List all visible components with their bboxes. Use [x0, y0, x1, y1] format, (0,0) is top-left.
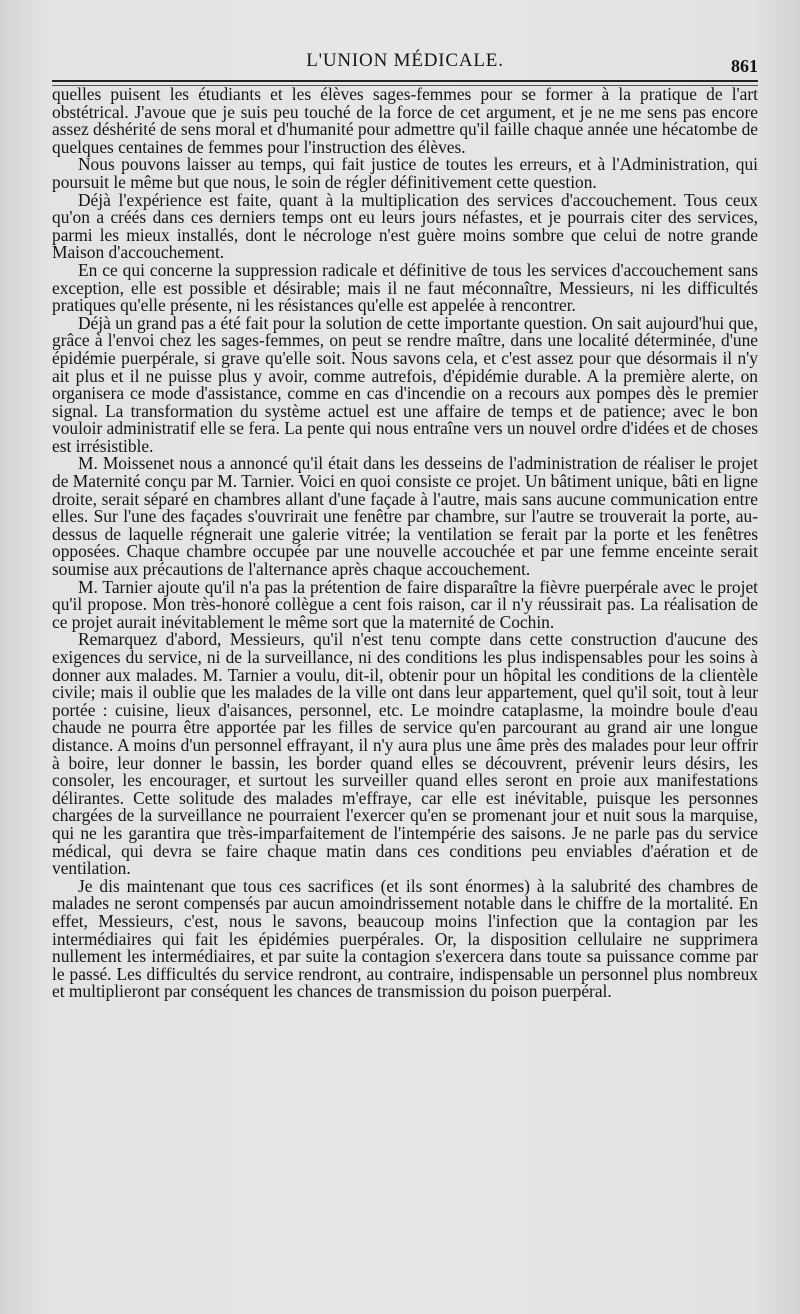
header-rule-thick — [52, 80, 758, 82]
paragraph: Remarquez d'abord, Messieurs, qu'il n'est tenu compte dans cette construction d'aucune des exigences du service, ni de la surveillance, ni des conditions les plus indispensables pour les soins à donner aux malades. M. Tarnier a voulu, dit-il, obtenir pour un hôpital les conditions de la clientèle civile; mais il oublie que les malades de la ville ont dans leur appartement, quel qu'il soit, tout à leur portée : cuisine, lieux d'aisances, personnel, etc. Le moindre cataplasme, la moindre boule d'eau chaude ne pourra être apportée par les filles de service qu'en parcourant au grand air une longue distance. A moins d'un personnel effrayant, il n'y aura plus une âme près des malades pour leur offrir à boire, leur donner le bassin, les border quand elles se découvrent, prévenir leurs désirs, les consoler, les encourager, et surtout les surveiller quand elles seront en proie aux manifestations délirantes. Cette solitude des malades m'effraye, car elle est inévitable, puisque les personnes chargées de la surveillance ne pourraient l'exercer qu'en se promenant jour et nuit sous la marquise, qui ne les garantira que très-imparfaitement de l'intempérie des saisons. Je ne parle pas du service médical, qui devra se faire chaque matin dans ces conditions peu enviables d'aération et de ventilation. — [52, 629, 758, 879]
paragraph: quelles puisent les étudiants et les élèves sages-femmes pour se former à la pratique de l'art obstétrical. J'avoue que je suis peu touché de la force de cet argument, et je ne me sens pas encore assez déshérité de sens moral et d'humanité pour admettre qu'il faille chaque année une hécatombe de quelques centaines de femmes pour l'instruction des élèves. — [52, 84, 758, 157]
running-header — [52, 50, 758, 78]
paragraph: Déjà l'expérience est faite, quant à la multiplication des services d'accouchement. Tous ceux qu'on a créés dans ces derniers temps ont eu leurs jours néfastes, et je pourrais citer des services, parmi les mieux installés, dont le nécrologe n'est guère moins sombre que celui de notre grande Maison d'accouchement. — [52, 189, 758, 263]
paragraph: Je dis maintenant que tous ces sacrifices (et ils sont énormes) à la salubrité des chambres de malades ne seront compensés par aucun amoindrissement notable dans le chiffre de la mortalité. En effet, Messieurs, c'est, nous le savons, beaucoup moins l'infection que la contagion par les intermédiaires qui fait les épidémies puerpérales. Or, la disposition cellulaire ne supprimera nullement les intermédiaires, et par suite la contagion s'exercera dans toute sa puissance comme par le passé. Les difficultés du service rendront, au contraire, indispensable un personnel plus nombreux et multiplieront par conséquent les chances de transmission du poison puerpéral. — [52, 875, 758, 1002]
journal-title: L'UNION MÉDICALE. — [306, 50, 504, 71]
body-text — [52, 86, 758, 1001]
paragraph: M. Moissenet nous a annoncé qu'il était dans les desseins de l'administration de réaliser le projet de Maternité conçu par M. Tarnier. Voici en quoi consiste ce projet. Un bâtiment unique, bâti en ligne droite, serait séparé en chambres allant d'une façade à l'autre, mais sans aucune communication entre elles. Sur l'une des façades s'ouvrirait une fenêtre par chambre, sur l'autre se trouverait la porte, au-dessus de laquelle régnerait une galerie vitrée; la ventilation se ferait par la porte et les fenêtres opposées. Chaque chambre occupée par une nouvelle accouchée et par une femme enceinte serait soumise aux précautions de l'alternance après chaque accouchement. — [52, 453, 758, 580]
paragraph: En ce qui concerne la suppression radicale et définitive de tous les services d'accouchement sans exception, elle est possible et désirable; mais il ne faut méconnaître, Messieurs, ni les difficultés pratiques qu'elle présente, ni les résistances qu'elle est appelée à rencontrer. — [52, 259, 758, 316]
paragraph: M. Tarnier ajoute qu'il n'a pas la prétention de faire disparaître la fièvre puerpérale avec le projet qu'il propose. Mon très-honoré collègue a cent fois raison, car il n'y réussirait pas. La réalisation de ce projet aurait inévitablement le même sort que la maternité de Cochin. — [52, 576, 758, 632]
paragraph: Nous pouvons laisser au temps, qui fait justice de toutes les erreurs, et à l'Administration, qui poursuit le même but que nous, le soin de régler définitivement cette question. — [52, 154, 758, 192]
page-number: 861 — [731, 56, 758, 76]
paragraph: Déjà un grand pas a été fait pour la solution de cette importante question. On sait aujourd'hui que, grâce à l'envoi chez les sages-femmes, on peut se rendre maître, dans une localité déterminée, d'une épidémie puerpérale, si grave qu'elle soit. Nous savons cela, et c'est assez pour que désormais il n'y ait plus et il ne puisse plus y avoir, comme autrefois, d'épidémie durable. A la première alerte, on organisera ce mode d'assistance, comme en cas d'incendie on a recours aux pompes dès le premier signal. La transformation du système actuel est une affaire de temps et de patience; avec le bon vouloir administratif elle se fera. La pente qui nous entraîne vers un nouvel ordre d'idées et de choses est irrésistible. — [52, 312, 758, 456]
